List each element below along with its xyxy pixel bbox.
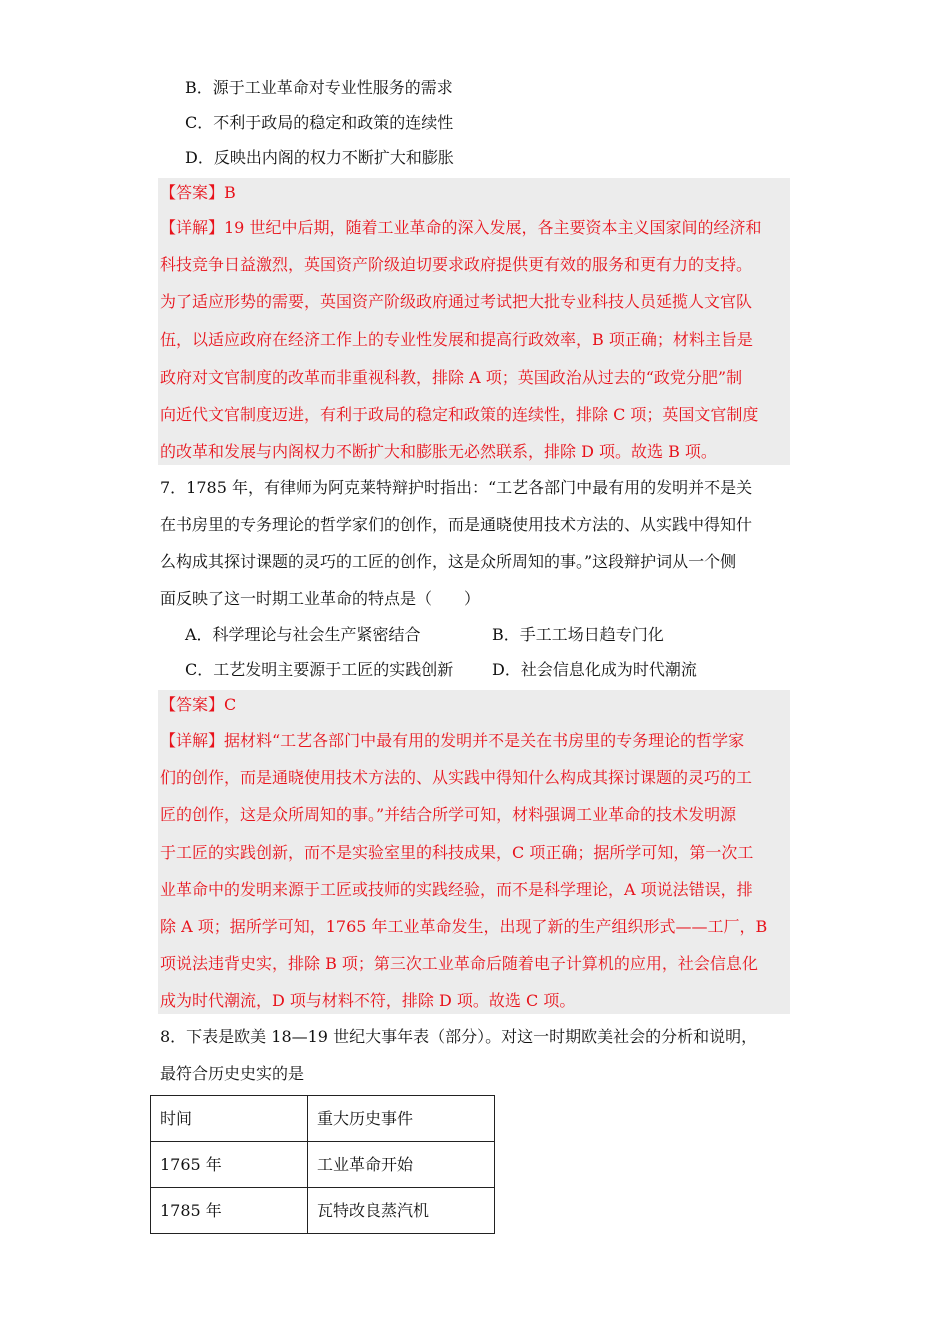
table-row xyxy=(151,1142,495,1188)
q7-explanation-line: 项说法违背史实，排除 B 项；第三次工业革命后随着电子计算机的应用，社会信息化 xyxy=(160,954,758,973)
q7-answer-box xyxy=(158,690,790,1014)
table-cell: 1765 年 xyxy=(151,1142,308,1188)
q7-option-c: C．工艺发明主要源于工匠的实践创新 xyxy=(185,660,454,679)
q7-option-a: A．科学理论与社会生产紧密结合 xyxy=(185,625,421,644)
q7-explanation-line: 【详解】据材料“工艺各部门中最有用的发明并不是关在书房里的专务理论的哲学家 xyxy=(160,731,745,750)
q7-stem-line: 么构成其探讨课题的灵巧的工匠的创作，这是众所周知的事。”这段辩护词从一个侧 xyxy=(160,552,737,571)
table-header-row xyxy=(151,1096,495,1142)
q6-answer-box xyxy=(158,178,790,465)
q7-stem-line: 7．1785 年，有律师为阿克莱特辩护时指出：“工艺各部门中最有用的发明并不是关 xyxy=(160,478,753,497)
q6-explanation-line: 政府对文官制度的改革而非重视科教，排除 A 项；英国政治从过去的“政党分肥”制 xyxy=(160,368,743,387)
q6-explanation-line: 的改革和发展与内阁权力不断扩大和膨胀无必然联系，排除 D 项。故选 B 项。 xyxy=(160,442,717,461)
q6-option-b: B．源于工业革命对专业性服务的需求 xyxy=(185,78,453,97)
events-table xyxy=(150,1095,495,1234)
q7-explanation-line: 匠的创作，这是众所周知的事。”并结合所学可知，材料强调工业革命的技术发明源 xyxy=(160,805,737,824)
q7-stem-line: 在书房里的专务理论的哲学家们的创作，而是通晓使用技术方法的、从实践中得知什 xyxy=(160,515,753,534)
table-cell: 1785 年 xyxy=(151,1188,308,1234)
q7-explanation-line: 业革命中的发明来源于工匠或技师的实践经验，而不是科学理论，A 项说法错误，排 xyxy=(160,880,753,899)
q6-explanation-line: 向近代文官制度迈进，有利于政局的稳定和政策的连续性，排除 C 项；英国文官制度 xyxy=(160,405,759,424)
table-row xyxy=(151,1188,495,1234)
q7-option-d: D．社会信息化成为时代潮流 xyxy=(492,660,697,679)
q7-explanation-line: 于工匠的实践创新，而不是实验室里的科技成果，C 项正确；据所学可知，第一次工 xyxy=(160,843,754,862)
table-cell: 工业革命开始 xyxy=(308,1142,495,1188)
q7-explanation-line: 成为时代潮流，D 项与材料不符，排除 D 项。故选 C 项。 xyxy=(160,991,576,1010)
q8-stem-line: 最符合历史史实的是 xyxy=(160,1064,305,1083)
table-header-cell: 重大历史事件 xyxy=(308,1096,495,1142)
table-cell: 瓦特改良蒸汽机 xyxy=(308,1188,495,1234)
q7-explanation-line: 除 A 项；据所学可知，1765 年工业革命发生，出现了新的生产组织形式——工厂，B xyxy=(160,917,768,936)
q6-explanation-line: 伍，以适应政府在经济工作上的专业性发展和提高行政效率，B 项正确；材料主旨是 xyxy=(160,330,753,349)
q7-answer: 【答案】C xyxy=(160,695,237,714)
q7-explanation-line: 们的创作，而是通晓使用技术方法的、从实践中得知什么构成其探讨课题的灵巧的工 xyxy=(160,768,753,787)
q6-option-d: D．反映出内阁的权力不断扩大和膨胀 xyxy=(185,148,454,167)
q6-explanation-line: 科技竞争日益激烈，英国资产阶级迫切要求政府提供更有效的服务和更有力的支持。 xyxy=(160,255,753,274)
q7-stem-line: 面反映了这一时期工业革命的特点是（ ） xyxy=(160,589,481,608)
q6-explanation-line: 为了适应形势的需要，英国资产阶级政府通过考试把大批专业科技人员延揽人文官队 xyxy=(160,292,753,311)
table-header-cell: 时间 xyxy=(151,1096,308,1142)
q6-explanation-line: 【详解】19 世纪中后期，随着工业革命的深入发展，各主要资本主义国家间的经济和 xyxy=(160,218,762,237)
q6-answer: 【答案】B xyxy=(160,183,236,202)
q7-option-b: B．手工工场日趋专门化 xyxy=(492,625,664,644)
q8-stem-line: 8．下表是欧美 18—19 世纪大事年表（部分）。对这一时期欧美社会的分析和说明， xyxy=(160,1027,758,1046)
q6-option-c: C．不利于政局的稳定和政策的连续性 xyxy=(185,113,454,132)
